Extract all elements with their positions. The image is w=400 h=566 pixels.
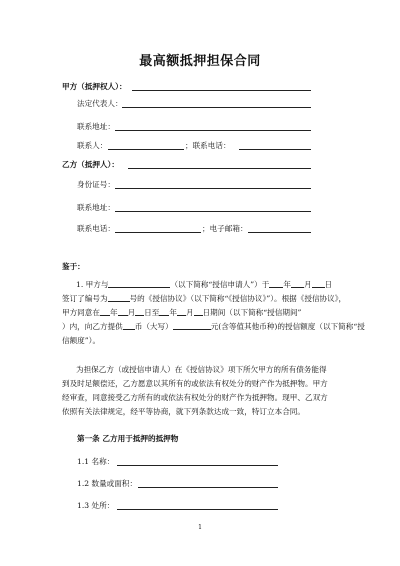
recital-party-blank	[108, 278, 170, 288]
agreement-number-blank	[108, 292, 130, 302]
article-1-item-2-blank	[138, 487, 278, 488]
party-b-name-blank	[128, 168, 311, 169]
article-1-item-2-label: 1.2 数量或面积：	[77, 479, 138, 488]
party-b-address-label: 联系地址：	[77, 203, 115, 212]
recital-month-blank	[291, 278, 304, 288]
party-a-legal-rep-label: 法定代表人：	[77, 99, 123, 108]
party-b-phone-blank	[115, 232, 201, 233]
page-number: 1	[198, 524, 202, 531]
party-a-name-blank	[132, 90, 311, 91]
article-1-item-1-blank	[117, 465, 278, 466]
party-b-email-label: ；电子邮箱：	[202, 224, 248, 233]
party-a-phone-label: ；联系电话：	[185, 141, 231, 150]
party-b-email-blank	[248, 232, 311, 233]
party-b-address-blank	[115, 211, 311, 212]
article-1-item-3-blank	[117, 509, 278, 510]
recital-1: 1. 甲方与 （以下简称“授信申请人”）于 年 月 日 签订了编号为 号的《授信协议》（以下简称“《授信协议》”）。根据《授信协议》， 甲方同意在 年 月 日至 年 月 日期间（以下简称“授信期间” ）内，向乙方提供 币（大写） 元(含等值其他币种)的授信额度（以下简称“授 信额度”）。	[62, 280, 365, 345]
recital-year-blank	[269, 278, 283, 288]
contract-title: 最高额抵押担保合同	[139, 54, 261, 69]
article-1-heading: 第一条 乙方用于抵押的抵押物	[77, 434, 179, 443]
party-b-id-label: 身份证号：	[77, 180, 115, 189]
recital-day-blank	[312, 278, 325, 288]
party-b-id-blank	[115, 188, 311, 189]
guarantee-paragraph: 为担保乙方（或授信申请人）在《授信协议》项下所欠甲方的所有债务能得 到及时足额偿还，乙方愿意以其所有的或依法有权处分的财产作为抵押物。甲方 经审查，同意接受乙方所有的或依法有权处分的财产作为抵押物。现甲、乙双方 依照有关法律规定，经平等协商，就下列条款达成一致，特订立本合同。	[62, 365, 328, 416]
party-b-phone-label: 联系电话：	[77, 224, 115, 233]
party-b-heading: 乙方（抵押人）：	[62, 160, 119, 169]
party-a-contact-blank	[108, 149, 184, 150]
party-a-contact-label: 联系人：	[77, 141, 108, 150]
article-1-item-1-label: 1.1 名称：	[77, 457, 115, 466]
party-a-address-label: 联系地址：	[77, 122, 115, 131]
party-a-heading: 甲方（抵押权人）：	[62, 82, 127, 91]
party-a-address-blank	[115, 130, 311, 131]
party-a-phone-blank	[239, 149, 311, 150]
article-1-item-3-label: 1.3 处所：	[77, 501, 115, 510]
recital-heading: 鉴于：	[62, 262, 85, 271]
party-a-legal-rep-blank	[122, 107, 311, 108]
